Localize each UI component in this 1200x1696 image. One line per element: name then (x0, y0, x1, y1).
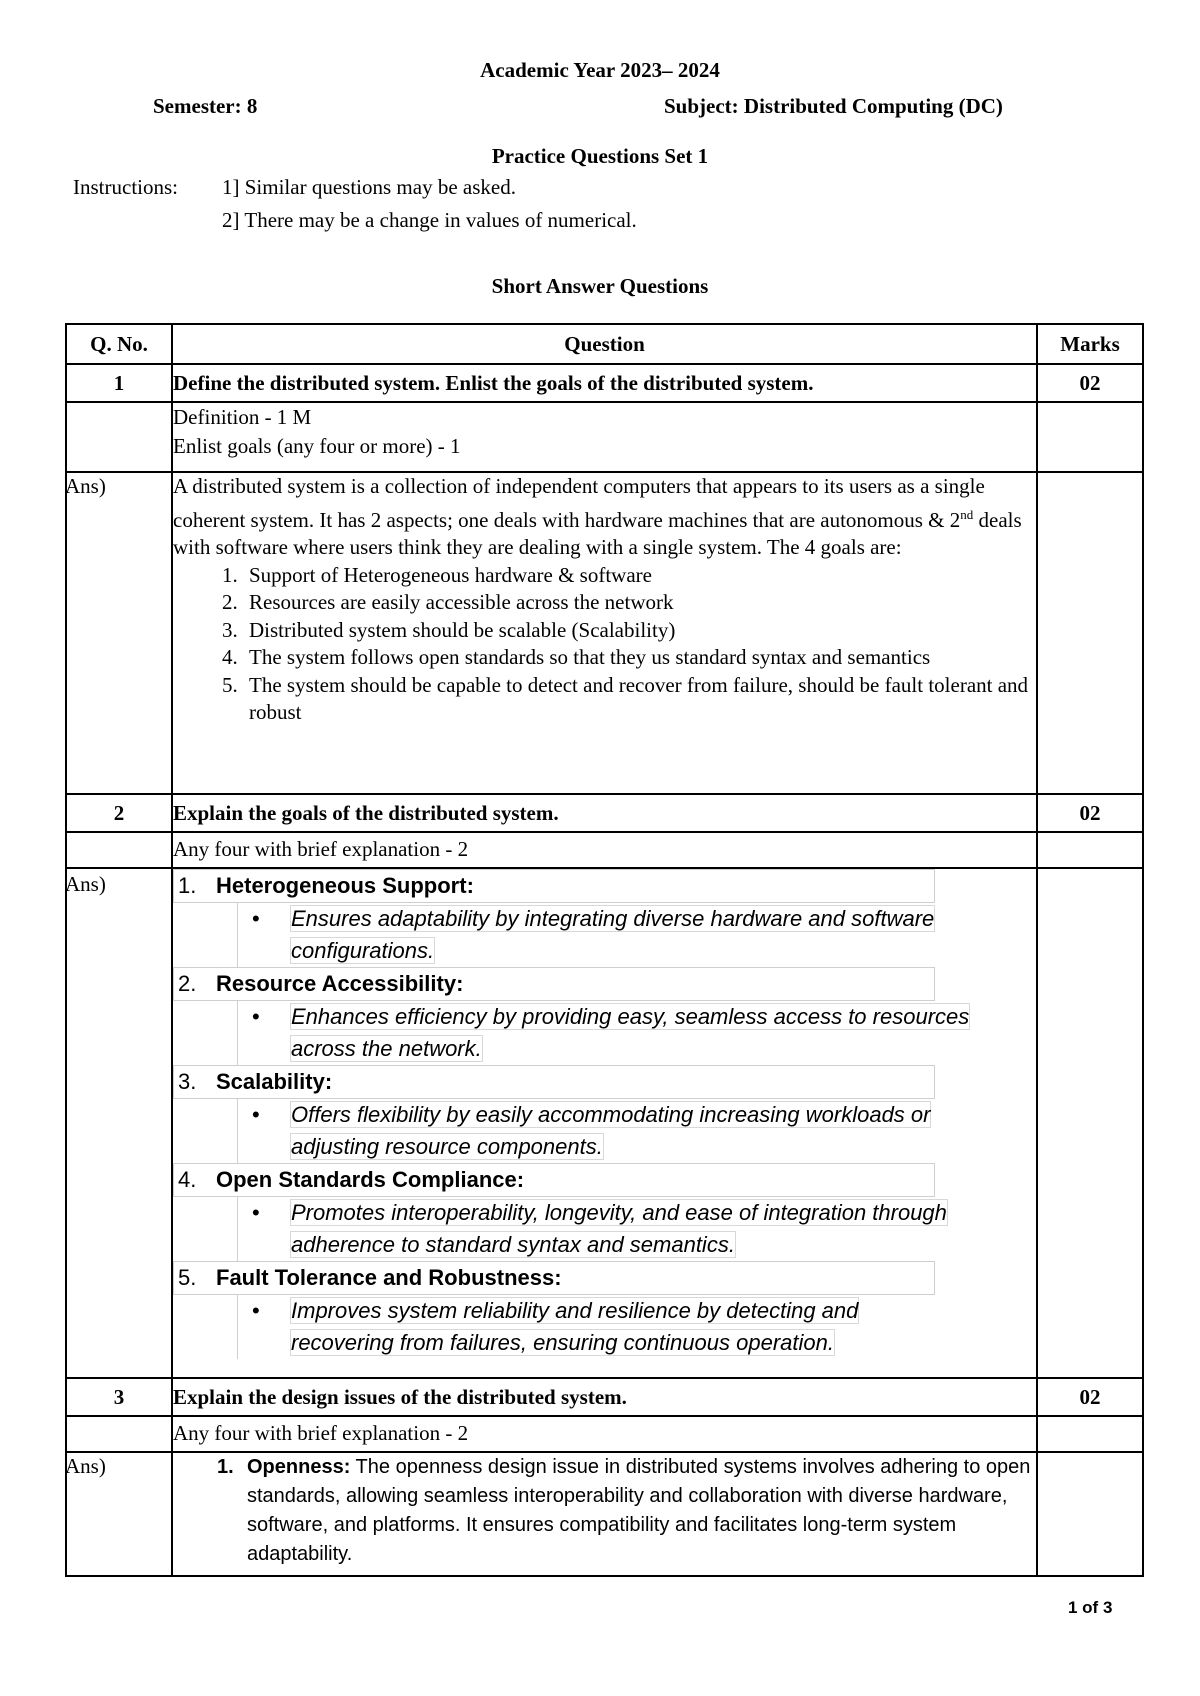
q2-question: Explain the goals of the distributed system. (172, 794, 1037, 832)
goal-5: 5. Fault Tolerance and Robustness: • Improves system reliability and resilience by detecting and recovering from failures, ensuring continuous operation. (173, 1261, 1036, 1359)
goal-1: 1. Heterogeneous Support: • Ensures adaptability by integrating diverse hardware and software configurations. (173, 869, 1036, 967)
q1-question: Define the distributed system. Enlist the goals of the distributed system. (172, 364, 1037, 402)
academic-year: Academic Year 2023– 2024 (480, 58, 720, 82)
instruction-1: 1] Similar questions may be asked. (222, 175, 516, 199)
table-row (66, 794, 1143, 832)
table-row (66, 1378, 1143, 1416)
semester: Semester: 8 (153, 94, 258, 118)
instructions-label: Instructions: (73, 175, 178, 199)
subject: Subject: Distributed Computing (DC) (664, 94, 1003, 118)
table-row (66, 868, 1143, 1378)
q1-criteria (172, 402, 1037, 472)
q1-ans-label: Ans) (65, 474, 106, 498)
q2-ans-label: Ans) (65, 872, 106, 896)
table-row (66, 1452, 1143, 1576)
q3-number: 3 (66, 1378, 172, 1416)
section-title: Short Answer Questions (491, 274, 709, 298)
q3-item-number: 1. (217, 1456, 234, 1478)
list-item: 1. Support of Heterogeneous hardware & software (243, 562, 1036, 590)
table-row (66, 402, 1143, 472)
q2-number: 2 (66, 794, 172, 832)
goal-2: 2. Resource Accessibility: • Enhances efficiency by providing easy, seamless access to resources across the network. (173, 967, 1036, 1065)
list-item: 4. The system follows open standards so that they us standard syntax and semantics (243, 644, 1036, 672)
header-question: Question (172, 324, 1037, 364)
q1-answer-intro: A distributed system is a collection of independent computers that appears to its users as a single coherent system. It has 2 aspects; one deals with hardware machines that are autonomous & 2nd deals with software where users think they are dealing with a single system. The 4 goals are: (173, 474, 1022, 559)
q1-criteria-1: Definition - 1 M (173, 405, 312, 429)
q3-marks: 02 (1037, 1378, 1143, 1416)
table-row (66, 472, 1143, 794)
q3-question: Explain the design issues of the distributed system. (172, 1378, 1037, 1416)
table-row (66, 832, 1143, 868)
goal-4: 4. Open Standards Compliance: • Promotes interoperability, longevity, and ease of integration through adherence to standard syntax and semantics. (173, 1163, 1036, 1261)
instruction-2: 2] There may be a change in values of numerical. (222, 208, 637, 232)
q1-marks: 02 (1037, 364, 1143, 402)
header-qno: Q. No. (66, 324, 172, 364)
table-row (66, 1416, 1143, 1452)
q3-item: Openness: The openness design issue in distributed systems involves adhering to open standards, allowing seamless interoperability and collaboration with diverse hardware, software, and platforms. It ensures compatibility and facilitates long-term system adaptability. (247, 1456, 1031, 1565)
q3-criteria: Any four with brief explanation - 2 (172, 1416, 1037, 1452)
list-item: 3. Distributed system should be scalable (Scalability) (243, 617, 1036, 645)
page-number: 1 of 3 (1068, 1598, 1113, 1617)
q1-criteria-2: Enlist goals (any four or more) - 1 (173, 434, 461, 458)
list-item: 5. The system should be capable to detect and recover from failure, should be fault tolerant and robust (243, 672, 1036, 727)
q3-ans-label: Ans) (65, 1454, 106, 1478)
q3-answer (172, 1452, 1037, 1576)
q2-criteria: Any four with brief explanation - 2 (172, 832, 1037, 868)
q1-number: 1 (66, 364, 172, 402)
list-item: 2. Resources are easily accessible across the network (243, 589, 1036, 617)
set-title: Practice Questions Set 1 (491, 144, 709, 168)
q2-marks: 02 (1037, 794, 1143, 832)
q1-goals-list (173, 562, 1036, 727)
table-row (66, 364, 1143, 402)
goal-3: 3. Scalability: • Offers flexibility by easily accommodating increasing workloads or adjusting resource components. (173, 1065, 1036, 1163)
q1-answer (172, 472, 1037, 794)
table-header-row (66, 324, 1143, 364)
header-marks: Marks (1037, 324, 1143, 364)
questions-table (65, 323, 1144, 1577)
q2-answer (172, 868, 1037, 1378)
